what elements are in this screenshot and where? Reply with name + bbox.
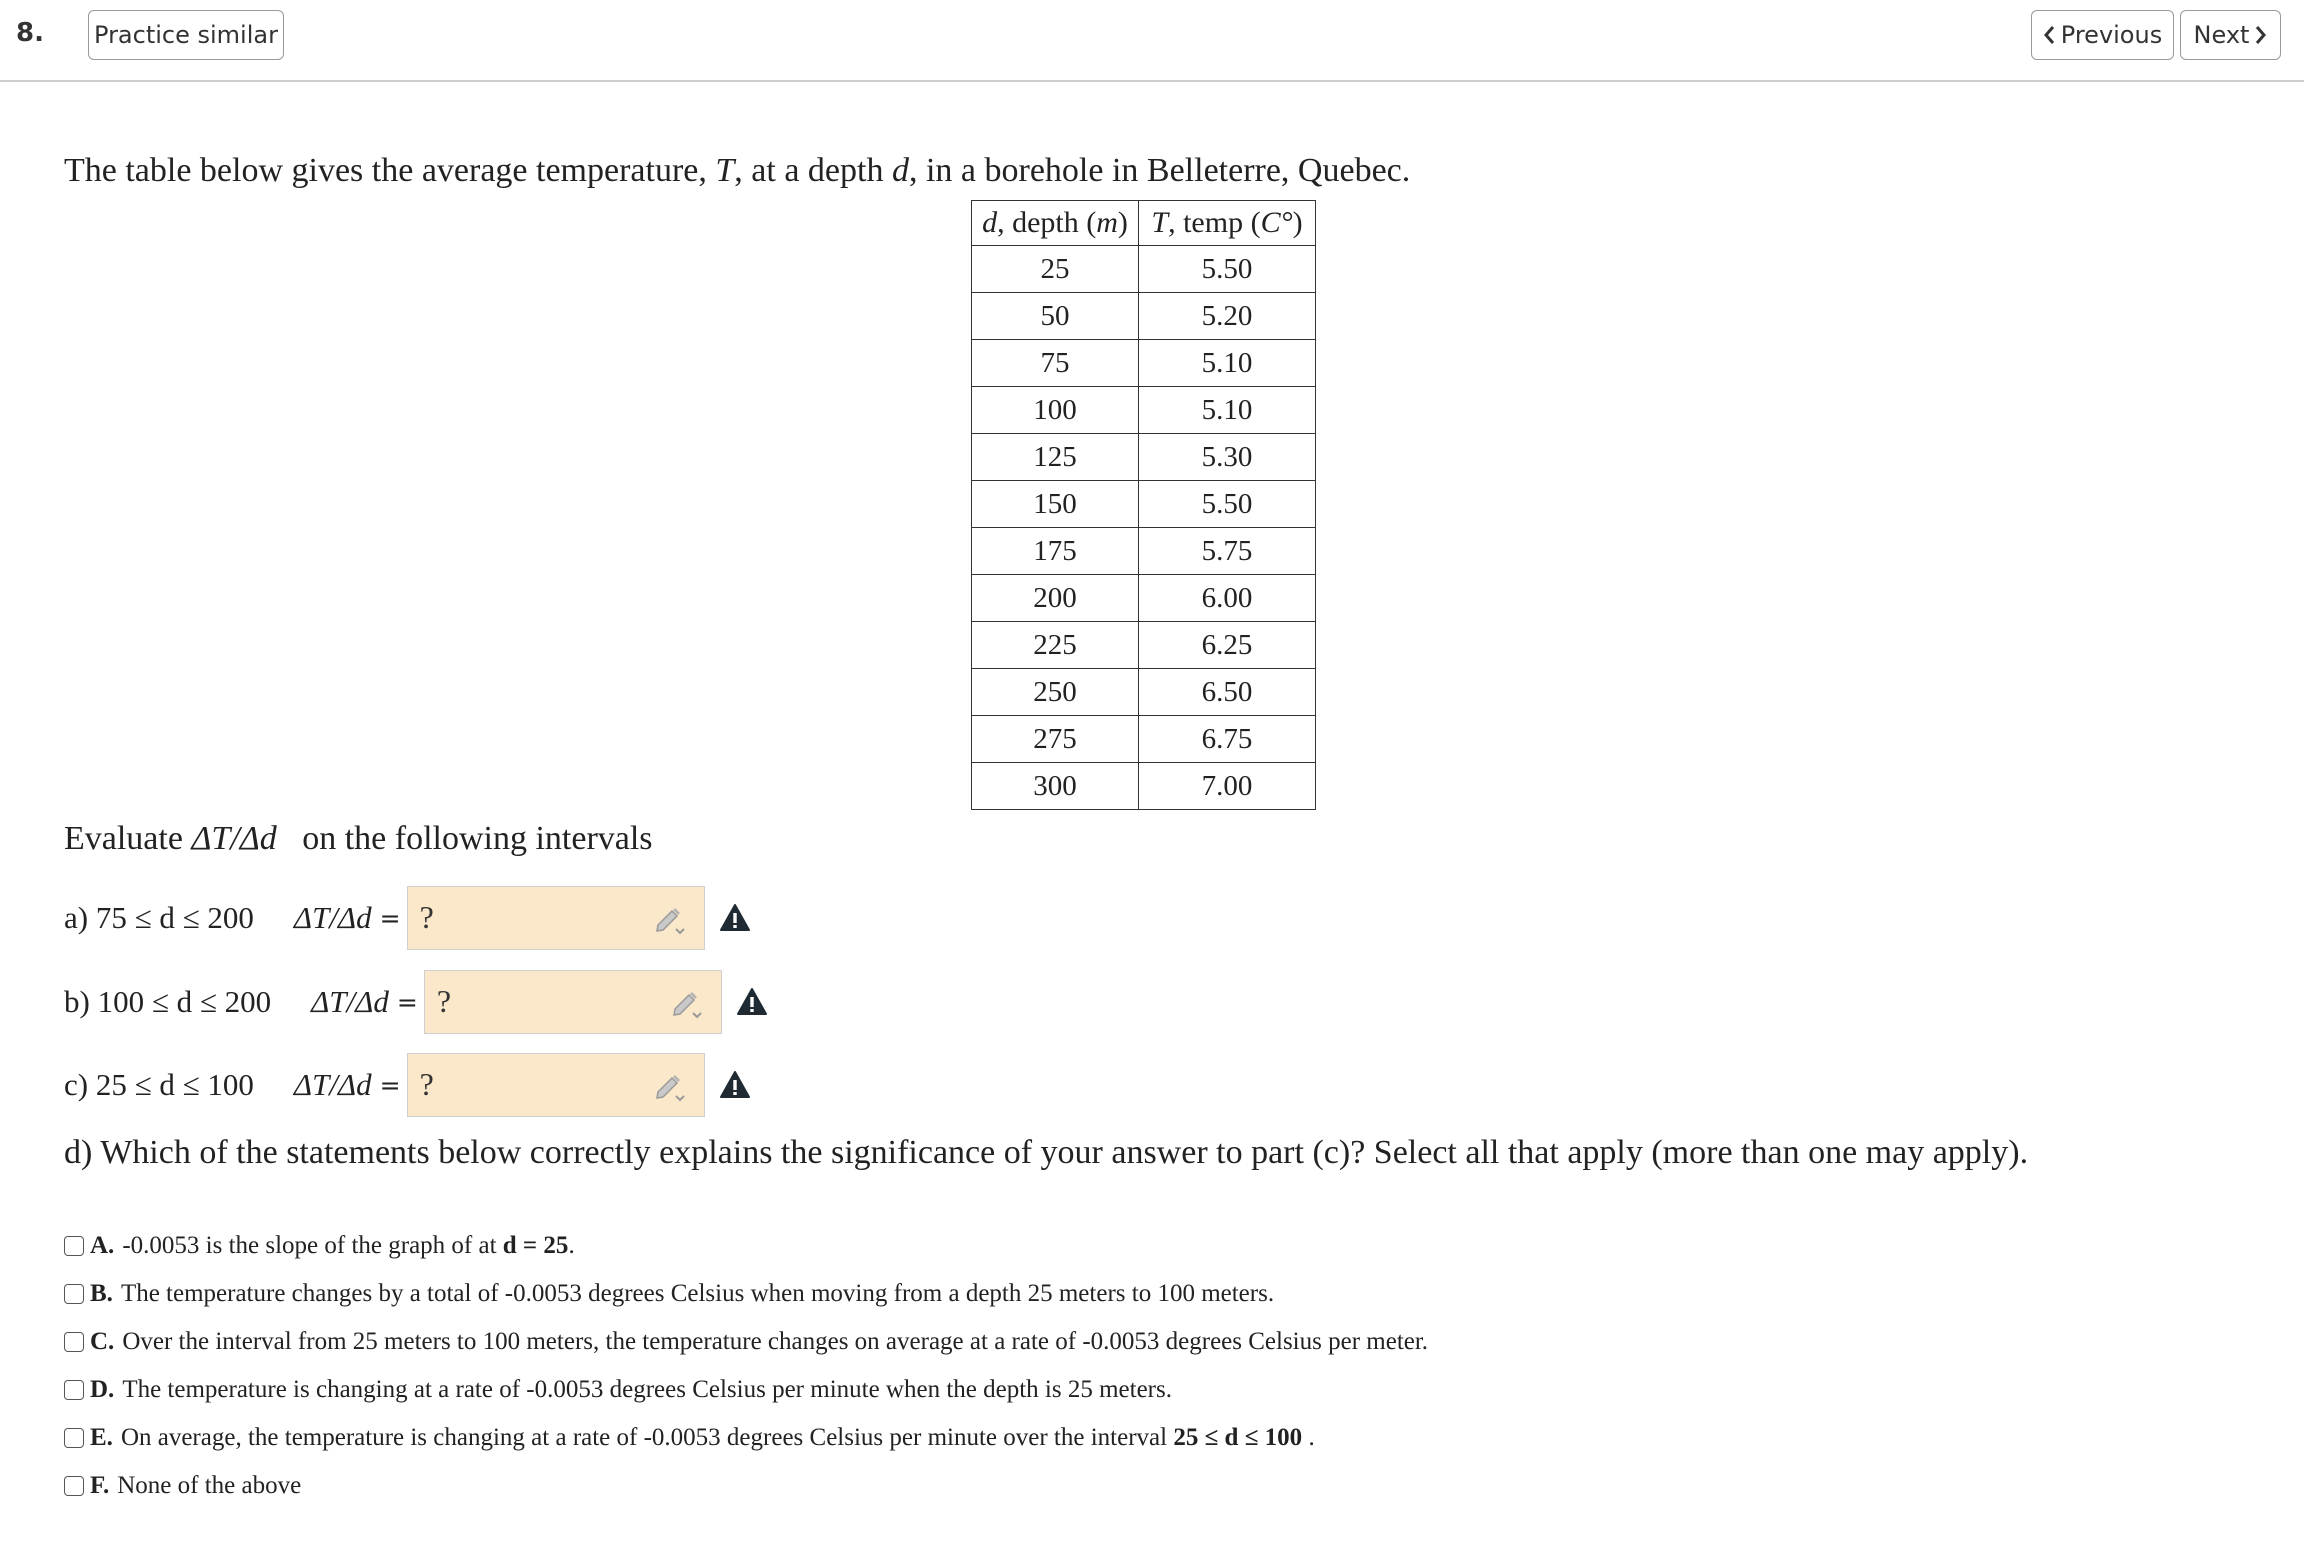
table-cell-temp: 6.00 xyxy=(1139,575,1316,622)
part-a-answer-value: ? xyxy=(419,899,434,935)
choice-tail: . xyxy=(1302,1424,1315,1451)
part-b-equals: = xyxy=(396,987,418,1017)
choice-letter: C. xyxy=(90,1328,115,1355)
previous-label: Previous xyxy=(2060,21,2163,49)
choice-d[interactable] xyxy=(64,1370,1172,1410)
part-b-row xyxy=(64,969,768,1035)
table-cell-depth: 175 xyxy=(972,528,1139,575)
part-c-answer-input[interactable] xyxy=(407,1053,705,1117)
intro-text-2: , at a depth xyxy=(734,152,892,189)
table-cell-temp: 5.10 xyxy=(1139,340,1316,387)
table-cell-temp: 5.30 xyxy=(1139,434,1316,481)
choice-letter: A. xyxy=(90,1232,115,1259)
choice-checkbox[interactable] xyxy=(64,1236,84,1256)
warning-icon xyxy=(719,1070,751,1100)
table-row xyxy=(972,669,1316,716)
choice-text: The temperature changes by a total of -0.0053 degrees Celsius when moving from a depth 25 meters to 100 meters. xyxy=(120,1280,1275,1307)
table-row xyxy=(972,763,1316,810)
choice-text: On average, the temperature is changing at a rate of -0.0053 degrees Celsius per minute over the interval xyxy=(120,1424,1174,1451)
choice-e[interactable] xyxy=(64,1418,1315,1458)
practice-similar-button[interactable] xyxy=(88,10,284,60)
intro-var-t: T xyxy=(715,152,735,189)
table-row xyxy=(972,622,1316,669)
practice-similar-label: Practice similar xyxy=(94,21,278,49)
top-bar xyxy=(0,0,2304,82)
table-row xyxy=(972,246,1316,293)
intro-text-1: The table below gives the average temperature, xyxy=(64,152,716,189)
next-label: Next xyxy=(2193,21,2250,49)
choice-checkbox[interactable] xyxy=(64,1380,84,1400)
table-cell-temp: 6.25 xyxy=(1139,622,1316,669)
choice-math: d = 25 xyxy=(502,1232,569,1259)
choice-f[interactable] xyxy=(64,1466,301,1506)
table-header-depth: d, depth (m) xyxy=(972,201,1139,246)
table-row xyxy=(972,716,1316,763)
choice-text: The temperature is changing at a rate of -0.0053 degrees Celsius per minute when the depth is 25 meters. xyxy=(122,1376,1172,1403)
table-cell-temp: 6.50 xyxy=(1139,669,1316,716)
table-row xyxy=(972,293,1316,340)
part-c-expression: ΔT/Δd xyxy=(293,1067,372,1102)
table-cell-temp: 6.75 xyxy=(1139,716,1316,763)
table-row xyxy=(972,434,1316,481)
choice-text: -0.0053 is the slope of the graph of at xyxy=(122,1232,503,1259)
previous-button[interactable] xyxy=(2031,10,2174,60)
choice-a[interactable] xyxy=(64,1226,575,1266)
chevron-left-icon xyxy=(2043,25,2055,45)
table-cell-depth: 250 xyxy=(972,669,1139,716)
part-a-row xyxy=(64,885,751,951)
table-row xyxy=(972,528,1316,575)
choice-tail: . xyxy=(568,1232,575,1259)
table-cell-temp: 5.50 xyxy=(1139,481,1316,528)
table-cell-temp: 5.75 xyxy=(1139,528,1316,575)
part-c-row xyxy=(64,1052,751,1118)
part-d-prompt: d) Which of the statements below correctly explains the significance of your answer to part (c)? Select all that apply (more than one may apply). xyxy=(64,1134,2029,1171)
choice-b[interactable] xyxy=(64,1274,1274,1314)
choice-letter: F. xyxy=(90,1472,110,1499)
table-header-row xyxy=(972,201,1316,246)
intro-var-d: d xyxy=(891,152,909,189)
part-c-label: c) 25 ≤ d ≤ 100 xyxy=(64,1067,254,1102)
pencil-icon[interactable] xyxy=(669,987,703,1019)
problem-intro xyxy=(64,152,1410,190)
part-b-answer-value: ? xyxy=(436,983,452,1019)
table-cell-temp: 5.20 xyxy=(1139,293,1316,340)
choice-letter: D. xyxy=(90,1376,115,1403)
part-b-answer-input[interactable] xyxy=(424,970,722,1034)
choice-checkbox[interactable] xyxy=(64,1428,84,1448)
evaluate-instruction: Evaluate ΔT/Δd on the following intervals xyxy=(64,820,653,857)
depth-temperature-table xyxy=(971,200,1316,810)
table-cell-depth: 200 xyxy=(972,575,1139,622)
table-row xyxy=(972,340,1316,387)
table-row xyxy=(972,481,1316,528)
table-cell-temp: 7.00 xyxy=(1139,763,1316,810)
next-button[interactable] xyxy=(2180,10,2281,60)
table-row xyxy=(972,575,1316,622)
table-cell-depth: 100 xyxy=(972,387,1139,434)
evaluate-expression: ΔT/Δd xyxy=(191,820,277,857)
chevron-right-icon xyxy=(2255,25,2267,45)
choice-letter: E. xyxy=(90,1424,113,1451)
table-cell-depth: 150 xyxy=(972,481,1139,528)
part-a-equals: = xyxy=(379,903,401,933)
intro-text-3: , in a borehole in Belleterre, Quebec. xyxy=(908,152,1411,189)
part-b-expression: ΔT/Δd xyxy=(311,984,389,1019)
part-c-answer-value: ? xyxy=(419,1066,434,1102)
choice-math: 25 ≤ d ≤ 100 xyxy=(1173,1424,1303,1451)
question-number: 8. xyxy=(16,18,44,48)
choice-checkbox[interactable] xyxy=(64,1476,84,1496)
choice-letter: B. xyxy=(90,1280,113,1307)
part-a-label: a) 75 ≤ d ≤ 200 xyxy=(64,900,254,935)
pencil-icon[interactable] xyxy=(652,903,686,935)
table-cell-depth: 25 xyxy=(972,246,1139,293)
pencil-icon[interactable] xyxy=(652,1070,686,1102)
table-cell-depth: 50 xyxy=(972,293,1139,340)
table-cell-depth: 75 xyxy=(972,340,1139,387)
choice-text: None of the above xyxy=(117,1472,302,1499)
table-cell-depth: 125 xyxy=(972,434,1139,481)
table-cell-depth: 225 xyxy=(972,622,1139,669)
part-c-equals: = xyxy=(379,1070,401,1100)
warning-icon xyxy=(736,987,768,1017)
choice-text: Over the interval from 25 meters to 100 meters, the temperature changes on average at a rate of -0.0053 degrees Celsius per meter. xyxy=(122,1328,1429,1355)
table-header-temp: T, temp (C°) xyxy=(1139,201,1316,246)
table-cell-depth: 275 xyxy=(972,716,1139,763)
table-cell-temp: 5.50 xyxy=(1139,246,1316,293)
part-a-expression: ΔT/Δd xyxy=(293,900,372,935)
part-a-answer-input[interactable] xyxy=(407,886,705,950)
table-cell-depth: 300 xyxy=(972,763,1139,810)
part-b-label: b) 100 ≤ d ≤ 200 xyxy=(64,984,272,1019)
choice-checkbox[interactable] xyxy=(64,1284,84,1304)
choice-checkbox[interactable] xyxy=(64,1332,84,1352)
table-cell-temp: 5.10 xyxy=(1139,387,1316,434)
table-row xyxy=(972,387,1316,434)
choice-c[interactable] xyxy=(64,1322,1428,1362)
warning-icon xyxy=(719,903,751,933)
